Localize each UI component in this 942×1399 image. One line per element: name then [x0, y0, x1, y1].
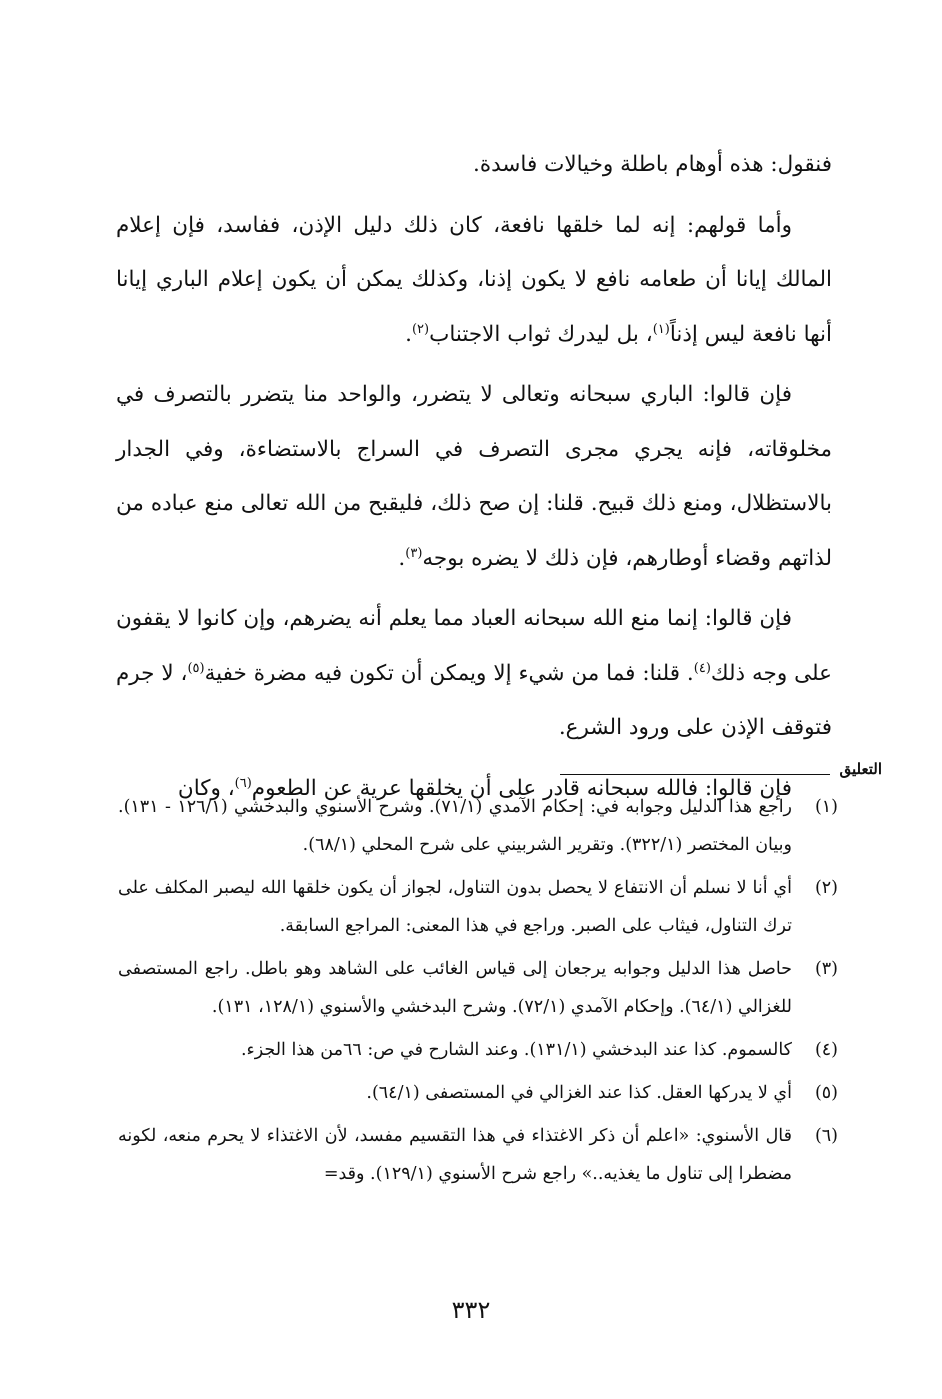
paragraph-text: . — [405, 321, 412, 347]
footnote-number: (٢) — [814, 878, 838, 898]
paragraph — [116, 368, 832, 586]
paragraph — [116, 138, 832, 193]
footnote — [118, 1117, 838, 1193]
paragraph-text: ، بل ليدرك ثواب الاجتناب — [429, 321, 653, 347]
footnote-text: حاصل هذا الدليل وجوابه يرجعان إلى قياس الغائب على الشاهد وهو باطل. راجع المستصفى للغزالي (٦٤/١). وإحكام الآمدي (٧٢/١). وشرح البدخشي والأسنوي (١٢٨/١، ١٣١). — [118, 959, 792, 1017]
footnote-text: أي أنا لا نسلم أن الانتفاع لا يحصل بدون التناول، لجواز أن يكون خلقها الله ليصبر المكلف على ترك التناول، فيثاب على الصبر. وراجع في هذا المعنى: المراجع السابقة. — [118, 878, 792, 936]
footnote — [118, 1031, 838, 1069]
footnote — [118, 950, 838, 1026]
paragraph-text: وأما قولهم: إنه لما خلقها نافعة، كان ذلك دليل الإذن، ففاسد، فإن إعلام المالك إيانا أن طعامه نافع لا يكون إذنا، وكذلك يمكن أن يكون إعلام الباري إيانا أنها نافعة ليس إذناً — [116, 212, 832, 347]
footnote-ref: (٢) — [411, 321, 430, 337]
footnote — [118, 869, 838, 945]
footnote-ref: (٦) — [234, 775, 252, 791]
footnote-text: أي لا يدركها العقل. كذا عند الغزالي في المستصفى (٦٤/١). — [366, 1083, 792, 1103]
paragraph-text: . — [398, 545, 406, 571]
footnote-ref: (٤) — [693, 660, 711, 676]
footnote-number: (١) — [814, 797, 838, 817]
footnote-text: قال الأسنوي: «اعلم أن ذكر الاغتذاء في هذا التقسيم مفسد، لأن الاغتذاء لا يحرم منعه، لكونه مضطرا إلى تناول ما يغذيه..» راجع شرح الأسنوي (١٢٩/١). وقد= — [118, 1126, 792, 1184]
paragraph — [116, 592, 832, 756]
footnotes — [118, 788, 838, 1198]
footnote-text: راجع هذا الدليل وجوابه في: إحكام الآمدي (٧١/١). وشرح الأسنوي والبدخشي (١٢٦/١ - ١٣١). وبيان المختصر (٣٢٢/١). وتقرير الشربيني على شرح المحلي (٦٨/١). — [118, 797, 793, 855]
footnote-text: كالسموم. كذا عند البدخشي (١٣١/١). وعند الشارح في ص: ٦٦من هذا الجزء. — [240, 1040, 792, 1060]
separator-rule — [560, 774, 830, 775]
footnote-number: (٥) — [814, 1083, 838, 1103]
main-text — [116, 138, 832, 816]
paragraph-text: ، لا جرم فتوقف الإذن على ورود الشرع. — [116, 660, 832, 740]
footnotes-separator — [560, 760, 882, 784]
footnote — [118, 788, 838, 864]
paragraph-text: فإن قالوا: فالله سبحانه قادر على أن يخلقها عرية عن الطعوم — [251, 775, 792, 801]
footnote-ref: (٣) — [405, 545, 423, 561]
footnote-number: (٤) — [814, 1040, 838, 1060]
footnote-number: (٣) — [814, 959, 838, 979]
page-number: ٣٣٢ — [451, 1296, 491, 1324]
paragraph-text: ، وكان — [177, 775, 235, 801]
paragraph-text: فإن قالوا: إنما منع الله سبحانه العباد مما يعلم أنه يضرهم، وإن كانوا لا يقفون على وجه ذلك — [116, 606, 832, 686]
paragraph — [116, 199, 832, 363]
paragraph-text: فنقول: هذه أوهام باطلة وخيالات فاسدة. — [473, 152, 832, 177]
footnotes-heading: التعليق — [839, 760, 882, 778]
footnote-ref: (٥) — [187, 660, 205, 676]
paragraph-text: فإن قالوا: الباري سبحانه وتعالى لا يتضرر، والواحد منا يتضرر بالتصرف في مخلوقاته، فإنه يجري مجرى التصرف في السراج بالاستضاءة، وفي الجدار بالاستظلال، ومنع ذلك قبيح. قلنا: إن صح ذلك، فليقبح من الله تعالى منع عباده من لذاتهم وقضاء أوطارهم، فإن ذلك لا يضره بوجه — [116, 382, 832, 571]
footnote — [118, 1074, 838, 1112]
footnote-number: (٦) — [814, 1126, 838, 1146]
footnote-ref: (١) — [652, 321, 670, 337]
paragraph-text: . قلنا: فما من شيء إلا ويمكن أن تكون فيه مضرة خفية — [204, 660, 694, 686]
